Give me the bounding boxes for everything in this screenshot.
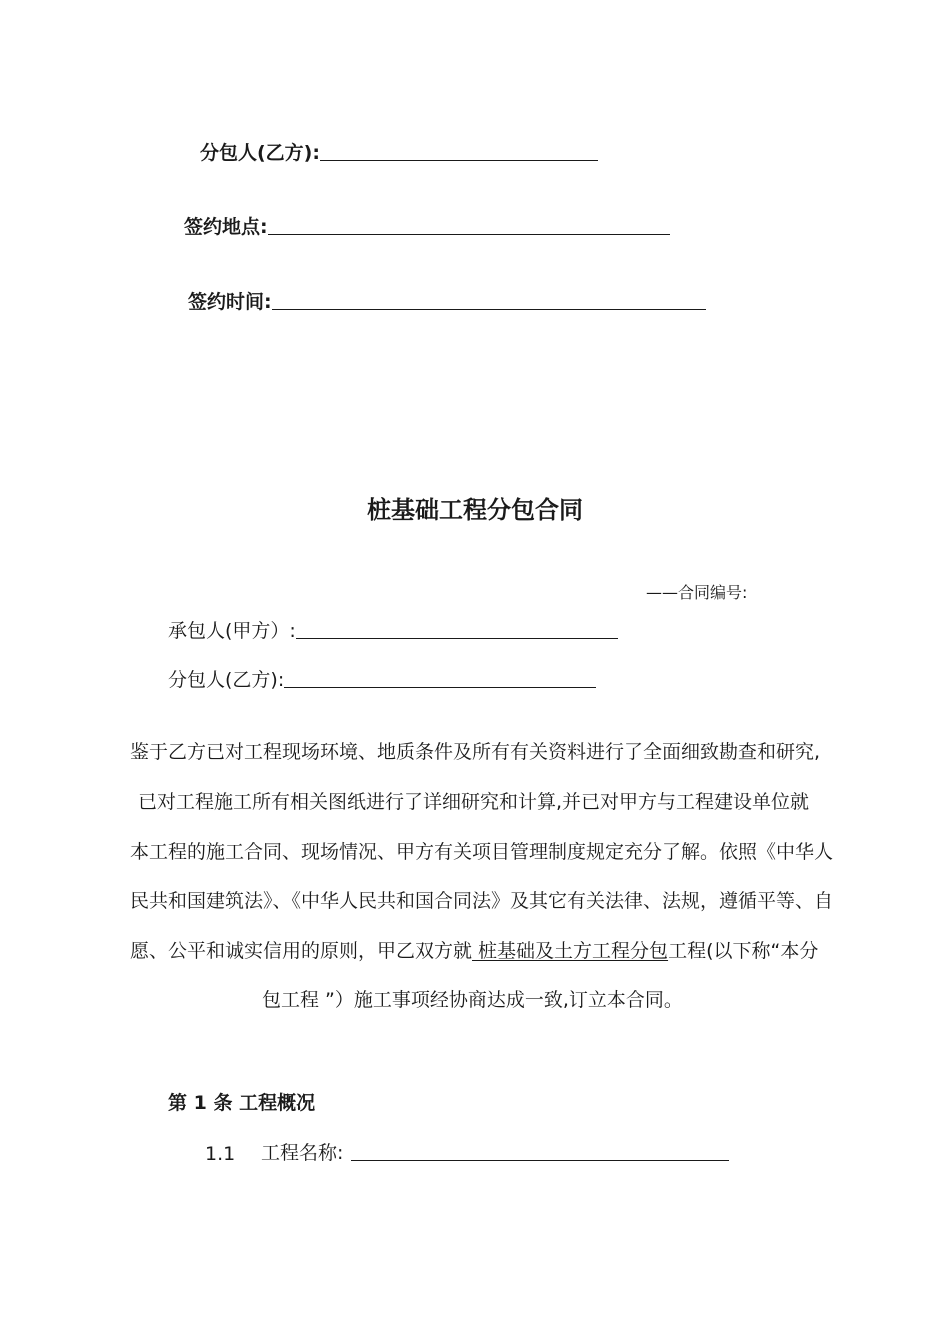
preamble-line-5-start: 愿、公平和诚实信用的原则，甲乙双方就 xyxy=(130,940,473,962)
preamble-line-5 xyxy=(130,939,818,963)
sign-place-label: 签约地点: xyxy=(184,216,268,238)
sign-place-blank[interactable] xyxy=(268,234,670,235)
subcontractor-field xyxy=(168,665,596,692)
article-1-heading: 第 1 条 工程概况 xyxy=(168,1092,316,1114)
cover-subcontractor-label: 分包人(乙方): xyxy=(200,142,320,164)
item-1-1-number: 1.1 xyxy=(205,1143,236,1165)
preamble-line-5-end: 工程(以下称“本分 xyxy=(668,940,819,962)
contractor-label: 承包人(甲方）: xyxy=(168,620,296,642)
document-title: 桩基础工程分包合同 xyxy=(367,496,583,524)
item-1-1-label: 工程名称: xyxy=(261,1142,344,1164)
item-1-1-field xyxy=(205,1138,729,1165)
project-name-blank[interactable] xyxy=(351,1160,729,1161)
cover-subcontractor-field xyxy=(200,138,598,165)
sign-time-field xyxy=(188,287,706,314)
sign-time-label: 签约时间: xyxy=(188,291,272,313)
preamble-line-3: 本工程的施工合同、现场情况、甲方有关项目管理制度规定充分了解。依照《中华人 xyxy=(130,841,834,863)
preamble-line-6: 包工程 ”）施工事项经协商达成一致,订立本合同。 xyxy=(262,989,683,1011)
project-name-underlined: 桩基础及土方工程分包 xyxy=(472,940,669,962)
subcontractor-label: 分包人(乙方): xyxy=(168,669,285,691)
cover-subcontractor-blank[interactable] xyxy=(320,160,598,161)
preamble-line-1: 鉴于乙方已对工程现场环境、地质条件及所有有关资料进行了全面细致勘查和研究, xyxy=(130,741,821,763)
contract-number-label: ——合同编号: xyxy=(646,583,748,602)
preamble-line-2: 已对工程施工所有相关图纸进行了详细研究和计算,并已对甲方与工程建设单位就 xyxy=(138,791,810,813)
preamble-line-4: 民共和国建筑法》、《中华人民共和国合同法》及其它有关法律、法规，遵循平等、自 xyxy=(130,890,834,912)
contractor-field xyxy=(168,616,618,643)
subcontractor-blank[interactable] xyxy=(284,687,596,688)
contractor-blank[interactable] xyxy=(296,638,618,639)
sign-place-field xyxy=(184,212,670,239)
sign-time-blank[interactable] xyxy=(272,309,706,310)
